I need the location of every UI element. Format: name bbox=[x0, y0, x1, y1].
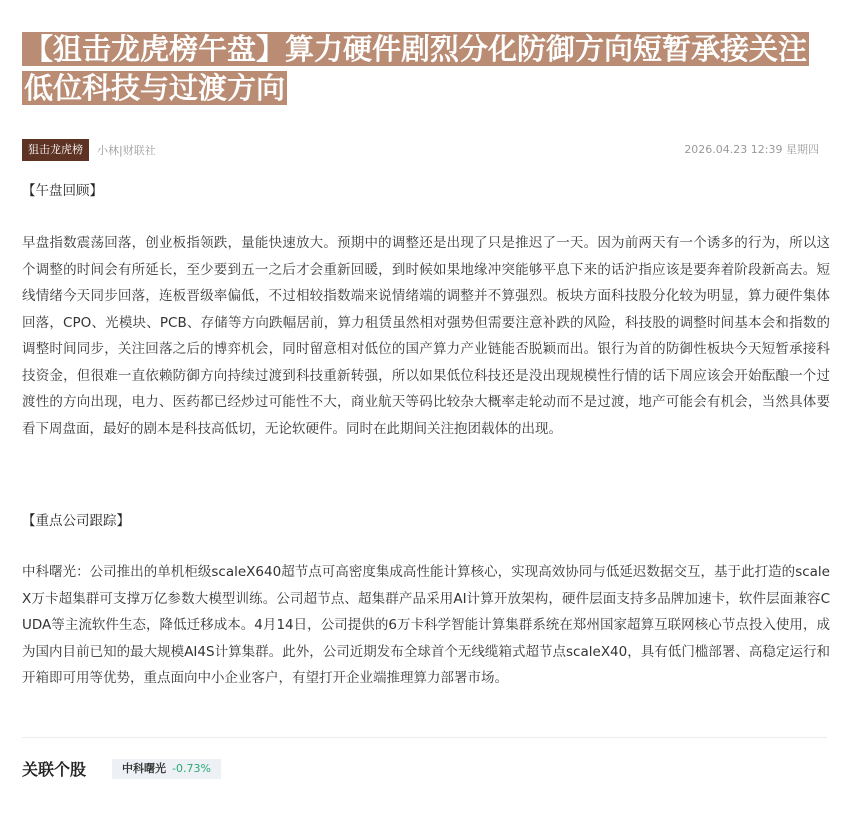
section-body-review: 早盘指数震荡回落，创业板指领跌，量能快速放大。预期中的调整还是出现了只是推迟了一天。因为前两天有一个诱多的行为，所以这个调整的时间会有所延长，至少要到五一之后才会重新回暖，到时候如果地缘冲突能够平息下来的话沪指应该是要奔着阶段新高去。短线情绪今天同步回落，连板晋级率偏低，不过相较指数端来说情绪端的调整并不算强烈。板块方面科技股分化较为明显，算力硬件集体回落，CPO、光模块、PCB、存储等方向跌幅居前，算力租赁虽然相对强势但需要注意补跌的风险，科技股的调整时间基本会和指数的调整时间同步，关注回落之后的博弈机会，同时留意相对低位的国产算力产业链能否脱颖而出。银行为首的防御性板块今天短暂承接科技资金，但很难一直依赖防御方向持续过渡到科技重新转强，所以如果低位科技还是没出现规模性行情的话下周应该会开始酝酿一个过渡性的方向出现，电力、医药都已经炒过可能性不大，商业航天等码比较杂大概率走轮动而不是过渡，地产可能会有机会，当然具体要看下周盘面，最好的剧本是科技高低切，无论软硬件。同时在此期间关注抱团载体的出现。 bbox=[22, 235, 830, 437]
author-name: 小林|财联社 bbox=[97, 144, 156, 157]
divider bbox=[22, 737, 827, 738]
publish-datetime: 2026.04.23 12:39 星期四 bbox=[684, 143, 819, 156]
article-title bbox=[22, 0, 827, 108]
article-title-text: 【狙击龙虎榜午盘】算力硬件剧烈分化防御方向短暂承接关注低位科技与过渡方向 bbox=[24, 32, 808, 105]
column-tag[interactable]: 狙击龙虎榜 bbox=[22, 139, 89, 161]
section-body-company: 中科曙光：公司推出的单机柜级scaleX640超节点可高密度集成高性能计算核心，实现高效协同与低延迟数据交互，基于此打造的scaleX万卡超集群可支撑万亿参数大模型训练。公司超节点、超集群产品采用AI计算开放架构，硬件层面支持多品牌加速卡，软件层面兼容CUDA等主流软件生态，降低迁移成本。4月14日，公司提供的6万卡科学智能计算集群系统在郑州国家超算互联网核心节点投入使用，成为国内目前已知的最大规模AI4S计算集群。此外，公司近期发布全球首个无线缆箱式超节点scaleX40，具有低门槛部署、高稳定运行和开箱即可用等优势，重点面向中小企业客户，有望打开企业端推理算力部署市场。 bbox=[22, 564, 830, 686]
section-heading-review: 【午盘回顾】 bbox=[22, 183, 103, 199]
section-heading-company: 【重点公司跟踪】 bbox=[22, 513, 130, 529]
stock-change: -0.73% bbox=[172, 761, 211, 775]
stock-chip[interactable] bbox=[112, 759, 221, 779]
stock-name: 中科曙光 bbox=[122, 761, 167, 775]
article-meta bbox=[22, 139, 827, 161]
related-stocks bbox=[22, 757, 221, 780]
related-stocks-label: 关联个股 bbox=[22, 760, 87, 779]
